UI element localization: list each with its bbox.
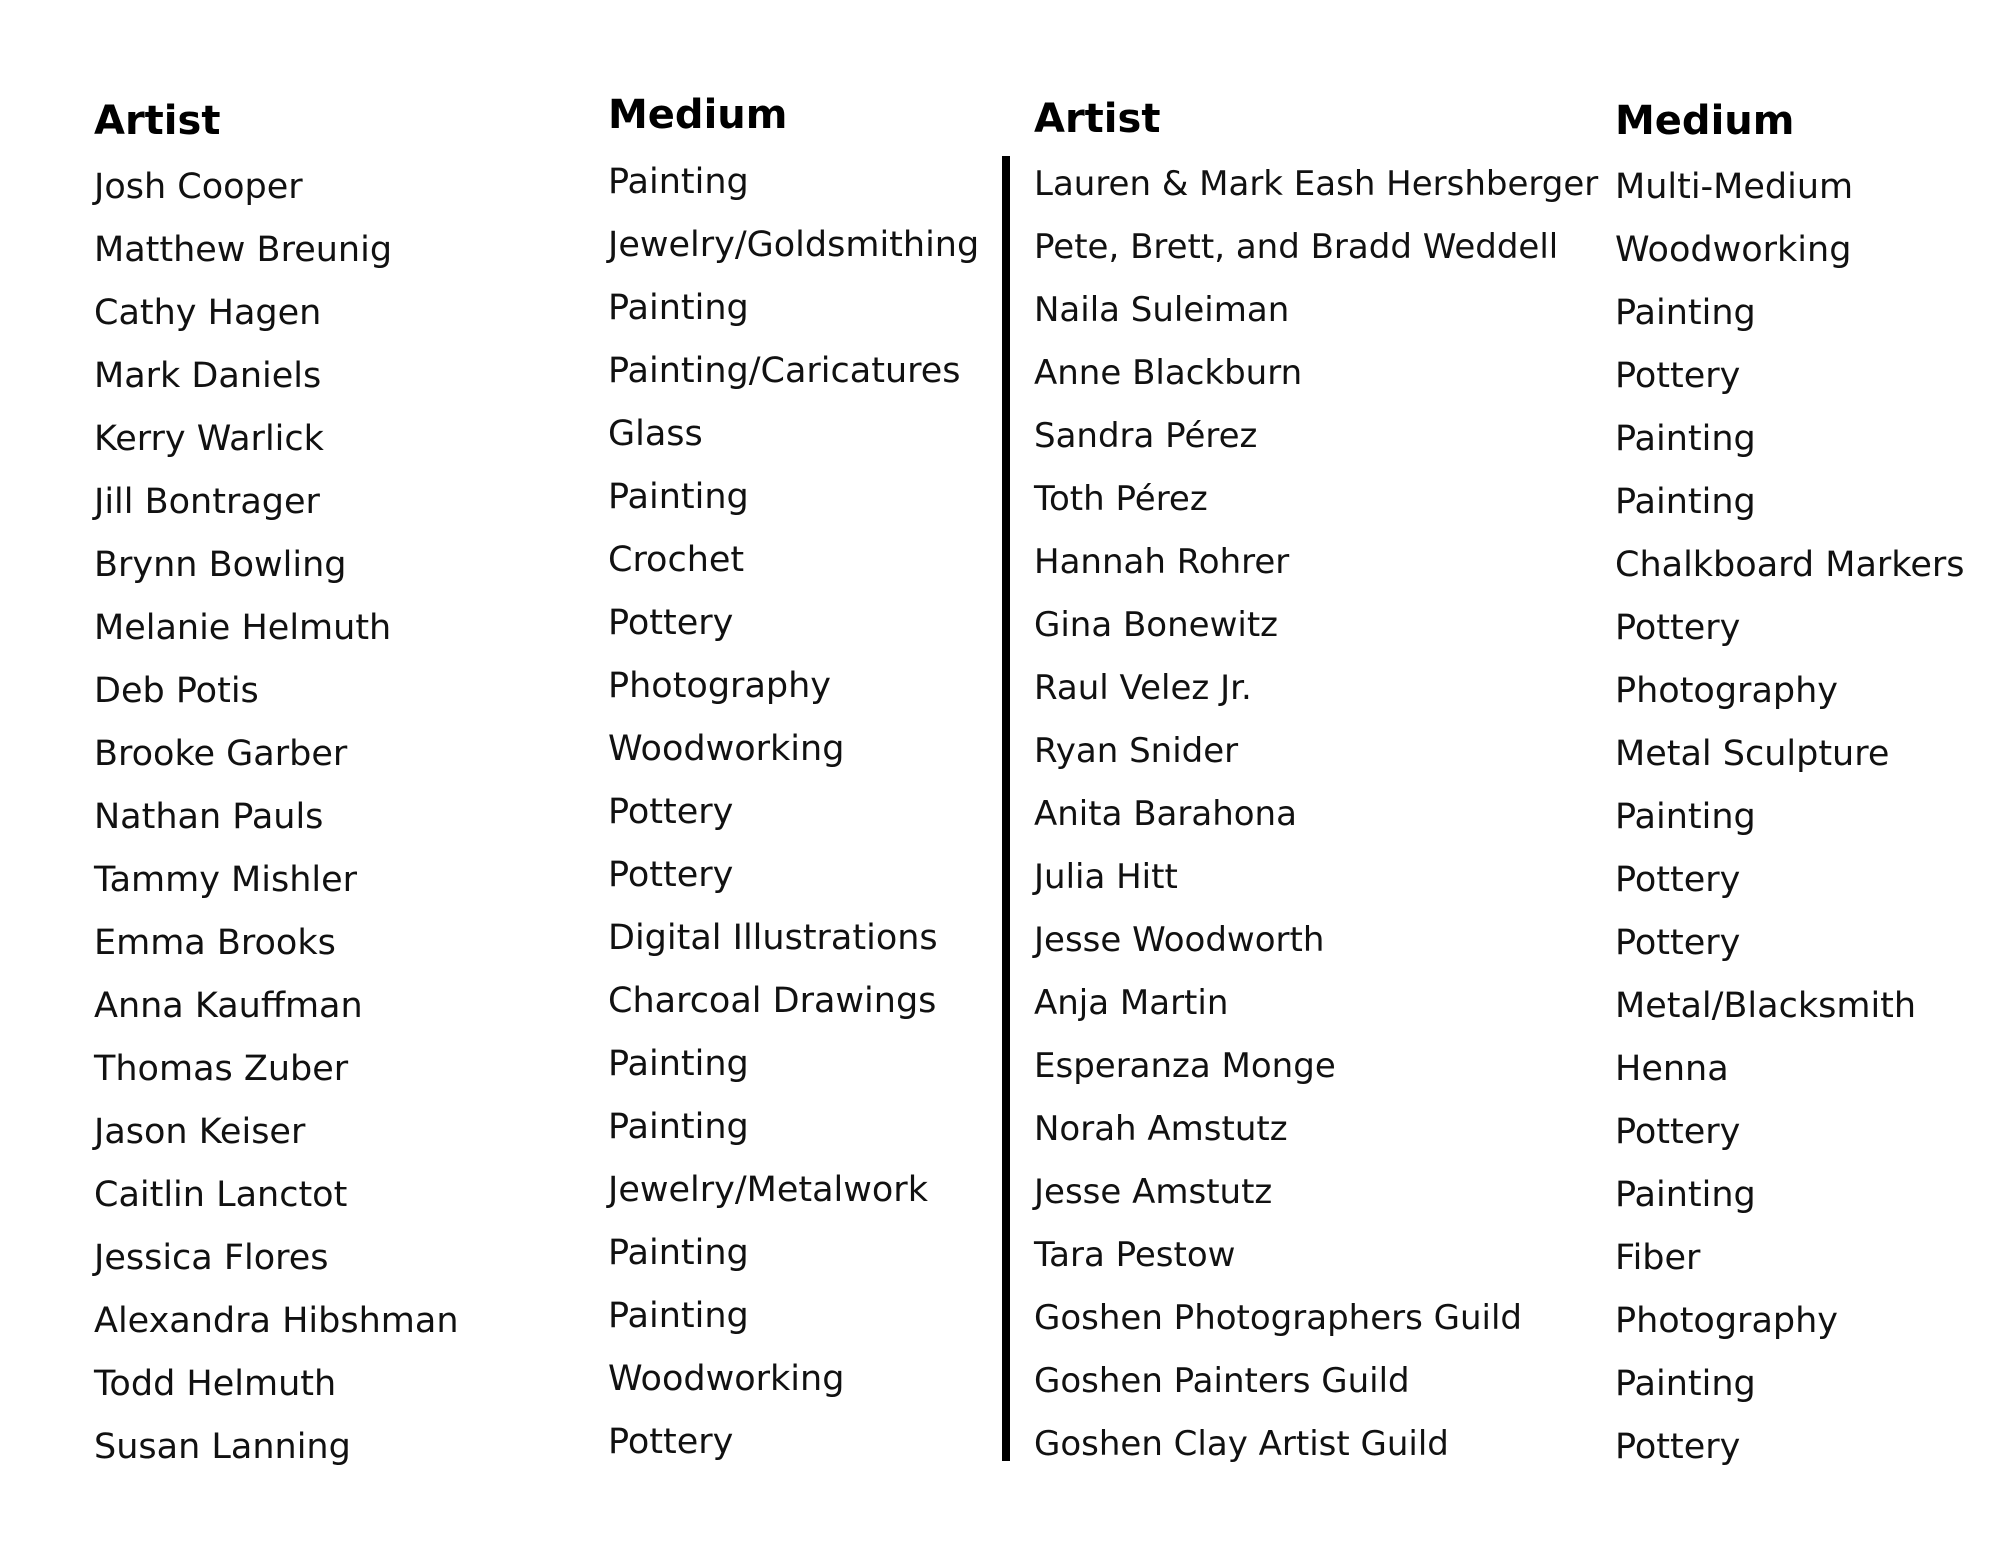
left-artist-name: Jason Keiser (94, 1112, 306, 1152)
left-medium-name: Pottery (608, 855, 734, 895)
right-medium-name: Woodworking (1615, 230, 1852, 270)
right-artist-name: Esperanza Monge (1034, 1046, 1336, 1086)
right-artist-name: Pete, Brett, and Bradd Weddell (1034, 227, 1559, 267)
right-medium-name: Photography (1615, 1301, 1839, 1341)
left-artist-name: Tammy Mishler (94, 860, 358, 900)
right-medium-name: Multi-Medium (1615, 167, 1854, 207)
left-medium-name: Charcoal Drawings (608, 981, 937, 1021)
right-medium-name: Henna (1615, 1049, 1729, 1089)
right-medium-name: Pottery (1615, 1112, 1741, 1152)
left-artist-name: Josh Cooper (94, 167, 303, 207)
right-medium-name: Painting (1615, 1364, 1756, 1404)
right-medium-name: Painting (1615, 797, 1756, 837)
right-medium-name: Painting (1615, 482, 1756, 522)
right-artist-header: Artist (1034, 96, 1161, 142)
right-artist-name: Goshen Painters Guild (1034, 1361, 1410, 1401)
right-artist-name: Hannah Rohrer (1034, 542, 1290, 582)
left-medium-name: Pottery (608, 792, 734, 832)
left-medium-name: Woodworking (608, 729, 845, 769)
right-medium-name: Fiber (1615, 1238, 1701, 1278)
right-medium-name: Pottery (1615, 1427, 1741, 1467)
right-artist-name: Jesse Woodworth (1034, 920, 1325, 960)
right-artist-name: Tara Pestow (1034, 1235, 1236, 1275)
left-artist-name: Alexandra Hibshman (94, 1301, 459, 1341)
left-medium-name: Painting/Caricatures (608, 351, 961, 391)
right-medium-name: Chalkboard Markers (1615, 545, 1965, 585)
right-medium-name: Pottery (1615, 356, 1741, 396)
left-artist-name: Deb Potis (94, 671, 259, 711)
right-medium-header: Medium (1615, 98, 1795, 144)
left-medium-name: Painting (608, 288, 749, 328)
left-artist-name: Brooke Garber (94, 734, 348, 774)
left-medium-name: Painting (608, 1107, 749, 1147)
left-medium-name: Jewelry/Metalwork (608, 1170, 928, 1210)
left-artist-list (94, 165, 459, 1488)
left-artist-name: Matthew Breunig (94, 230, 393, 270)
left-artist-name: Nathan Pauls (94, 797, 324, 837)
right-medium-name: Pottery (1615, 860, 1741, 900)
left-artist-name: Thomas Zuber (94, 1049, 349, 1089)
left-medium-name: Glass (608, 414, 703, 454)
right-artist-name: Norah Amstutz (1034, 1109, 1288, 1149)
left-artist-name: Jill Bontrager (94, 482, 320, 522)
left-medium-name: Pottery (608, 603, 734, 643)
left-medium-name: Painting (608, 477, 749, 517)
right-medium-name: Pottery (1615, 608, 1741, 648)
right-artist-name: Naila Suleiman (1034, 290, 1290, 330)
left-medium-name: Painting (608, 162, 749, 202)
right-medium-list (1615, 165, 1964, 1488)
left-artist-name: Brynn Bowling (94, 545, 347, 585)
left-medium-name: Painting (608, 1296, 749, 1336)
left-artist-name: Melanie Helmuth (94, 608, 392, 648)
left-artist-name: Anna Kauffman (94, 986, 363, 1026)
left-medium-name: Painting (608, 1233, 749, 1273)
right-medium-name: Photography (1615, 671, 1839, 711)
right-medium-name: Painting (1615, 1175, 1756, 1215)
right-artist-name: Goshen Clay Artist Guild (1034, 1424, 1449, 1464)
right-medium-name: Metal/Blacksmith (1615, 986, 1917, 1026)
left-artist-name: Emma Brooks (94, 923, 336, 963)
left-artist-name: Susan Lanning (94, 1427, 351, 1467)
right-artist-name: Sandra Pérez (1034, 416, 1258, 456)
right-medium-name: Pottery (1615, 923, 1741, 963)
left-artist-header: Artist (94, 98, 221, 144)
right-artist-name: Ryan Snider (1034, 731, 1239, 771)
right-artist-name: Gina Bonewitz (1034, 605, 1279, 645)
right-artist-name: Jesse Amstutz (1034, 1172, 1273, 1212)
right-medium-name: Painting (1615, 419, 1756, 459)
right-artist-name: Raul Velez Jr. (1034, 668, 1252, 708)
right-artist-name: Julia Hitt (1034, 857, 1178, 897)
right-artist-list (1034, 162, 1598, 1485)
right-artist-name: Toth Pérez (1034, 479, 1208, 519)
right-artist-name: Anita Barahona (1034, 794, 1297, 834)
column-divider (1002, 156, 1010, 1461)
left-medium-header: Medium (608, 92, 788, 138)
left-medium-name: Painting (608, 1044, 749, 1084)
left-artist-name: Mark Daniels (94, 356, 322, 396)
right-medium-name: Painting (1615, 293, 1756, 333)
right-artist-name: Goshen Photographers Guild (1034, 1298, 1522, 1338)
right-artist-name: Anne Blackburn (1034, 353, 1303, 393)
right-artist-name: Lauren & Mark Eash Hershberger (1034, 164, 1599, 204)
left-artist-name: Jessica Flores (94, 1238, 329, 1278)
left-artist-name: Todd Helmuth (94, 1364, 337, 1404)
right-artist-name: Anja Martin (1034, 983, 1229, 1023)
left-medium-name: Jewelry/Goldsmithing (608, 225, 980, 265)
right-medium-name: Metal Sculpture (1615, 734, 1890, 774)
left-medium-name: Digital Illustrations (608, 918, 938, 958)
left-medium-name: Photography (608, 666, 832, 706)
left-medium-name: Pottery (608, 1422, 734, 1462)
left-artist-name: Kerry Warlick (94, 419, 324, 459)
left-medium-list (608, 160, 979, 1483)
left-artist-name: Cathy Hagen (94, 293, 322, 333)
left-medium-name: Crochet (608, 540, 745, 580)
left-medium-name: Woodworking (608, 1359, 845, 1399)
left-artist-name: Caitlin Lanctot (94, 1175, 348, 1215)
